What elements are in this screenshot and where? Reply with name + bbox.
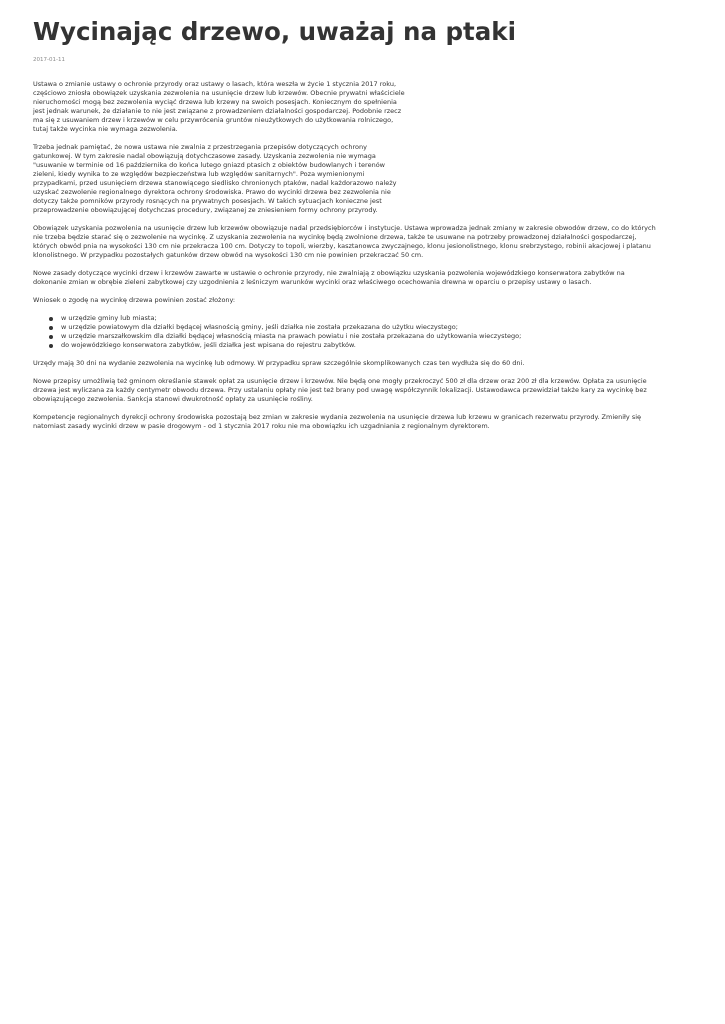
paragraph: Trzeba jednak pamiętać, że nowa ustawa nie zwalnia z przestrzegania przepisów dotyczących ochrony gatunkowej. W tym zakresie nadal obowiązują dotychczasowe zasady. Uzyskania zezwolenia nie wymaga "usuwanie w terminie od 16 października do końca lutego gniazd ptasich z obiektów budowlanych i terenów zieleni, kiedy wynika to ze względów bezpieczeństwa lub względów sanitarnych". Poza wymienionymi przypadkami, przed usunięciem drzewa stanowiącego siedlisko chronionych ptaków, nadal każdorazowo należy uzyskać zezwolenie regionalnego dyrektora ochrony środowiska. Prawo do wycinki drzewa bez zezwolenia nie dotyczy także pomników przyrody rosnących na prywatnych posesjach. W takich sytuacjach konieczne jest przeprowadzenie obowiązującej dotychczas procedury, związanej ze zniesieniem formy ochrony przyrody. bbox=[33, 143, 397, 214]
list-item bbox=[33, 341, 663, 350]
list-item bbox=[33, 323, 663, 332]
article-body bbox=[33, 80, 663, 431]
paragraph: Nowe przepisy umożliwią też gminom określanie stawek opłat za usunięcie drzew i krzewów. Nie będą one mogły przekroczyć 500 zł dla drzew oraz 200 zł dla krzewów. Opłata za usunięcie drzewa jest wyliczana za każdy centymetr obwodu drzewa. Przy ustalaniu opłaty nie jest też brany pod uwagę współczynnik lokalizacji. Ustawodawca przewidział także kary za wycinkę bez obowiązującego zezwolenia. Sankcja stanowi dwukrotność opłaty za usunięcie rośliny. bbox=[33, 377, 647, 403]
bullet-icon bbox=[49, 317, 53, 321]
paragraph: Urzędy mają 30 dni na wydanie zezwolenia na wycinkę lub odmowy. W przypadku spraw szczególnie skomplikowanych czas ten wydłuża się do 60 dni. bbox=[33, 359, 525, 367]
bullet-icon bbox=[49, 326, 53, 330]
paragraph: Ustawa o zmianie ustawy o ochronie przyrody oraz ustawy o lasach, która weszła w życie 1 stycznia 2017 roku, częściowo zniosła obowiązek uzyskania zezwolenia na usunięcie drzew lub krzewów. Obecnie prywatni właściciele nieruchomości mogą bez zezwolenia wyciąć drzewa lub krzewy na swoich posesjach. Koniecznym do spełnienia jest jednak warunek, że działanie to nie jest związane z prowadzeniem działalności gospodarczej. Podobnie rzecz ma się z usuwaniem drzew i krzewów w celu przywrócenia gruntów nieużytkowych do użytkowania rolniczego, tutaj także wycinka nie wymaga zezwolenia. bbox=[33, 80, 405, 133]
list-item-text: w urzędzie marszałkowskim dla działki będącej własnością miasta na prawach powiatu i nie została przekazana do użytkowania wieczystego; bbox=[61, 332, 522, 340]
bullet-list bbox=[33, 314, 663, 350]
article bbox=[33, 0, 663, 440]
paragraph: Wniosek o zgodę na wycinkę drzewa powinien zostać złożony: bbox=[33, 296, 236, 304]
bullet-icon bbox=[49, 344, 53, 348]
bullet-icon bbox=[49, 335, 53, 339]
list-item bbox=[33, 314, 663, 323]
article-title: Wycinając drzewo, uważaj na ptaki bbox=[33, 17, 516, 46]
article-date: 2017-01-11 bbox=[33, 57, 65, 63]
list-item bbox=[33, 332, 663, 341]
list-item-text: w urzędzie gminy lub miasta; bbox=[61, 314, 157, 322]
paragraph: Nowe zasady dotyczące wycinki drzew i krzewów zawarte w ustawie o ochronie przyrody, nie zwalniają z obowiązku uzyskania pozwolenia wojewódzkiego konserwatora zabytków na dokonanie zmian w obrębie zieleni zabytkowej czy uzgodnienia z leśniczym warunków wycinki oraz właściwego ocechowania drewna w oparciu o przepisy ustawy o lasach. bbox=[33, 269, 625, 286]
list-item-text: do wojewódzkiego konserwatora zabytków, jeśli działka jest wpisana do rejestru zabytków. bbox=[61, 341, 356, 349]
paragraph: Kompetencje regionalnych dyrekcji ochrony środowiska pozostają bez zmian w zakresie wydania zezwolenia na usunięcie drzewa lub krzewu w granicach rezerwatu przyrody. Zmieniły się natomiast zasady wycinki drzew w pasie drogowym - od 1 stycznia 2017 roku nie ma obowiązku ich uzgadniania z regionalnym dyrektorem. bbox=[33, 413, 642, 430]
paragraph: Obowiązek uzyskania pozwolenia na usunięcie drzew lub krzewów obowiązuje nadal przedsiębiorców i instytucje. Ustawa wprowadza jednak zmiany w zakresie obwodów drzew, co do których nie trzeba będzie starać się o zezwolenie na wycinkę. Z uzyskania zezwolenia na wycinkę będą zwolnione drzewa, także te usuwane na potrzeby prowadzonej działalności gospodarczej, których obwód pnia na wysokości 130 cm nie przekracza 100 cm. Dotyczy to topoli, wierzby, kasztanowca zwyczajnego, klonu jesionolistnego, klonu srebrzystego, robinii akacjowej i platanu klonolistnego. W przypadku pozostałych gatunków drzew obwód na wysokości 130 cm nie powinien przekraczać 50 cm. bbox=[33, 224, 656, 259]
list-item-text: w urzędzie powiatowym dla działki będącej własnością gminy, jeśli działka nie została przekazana do użytku wieczystego; bbox=[61, 323, 458, 331]
